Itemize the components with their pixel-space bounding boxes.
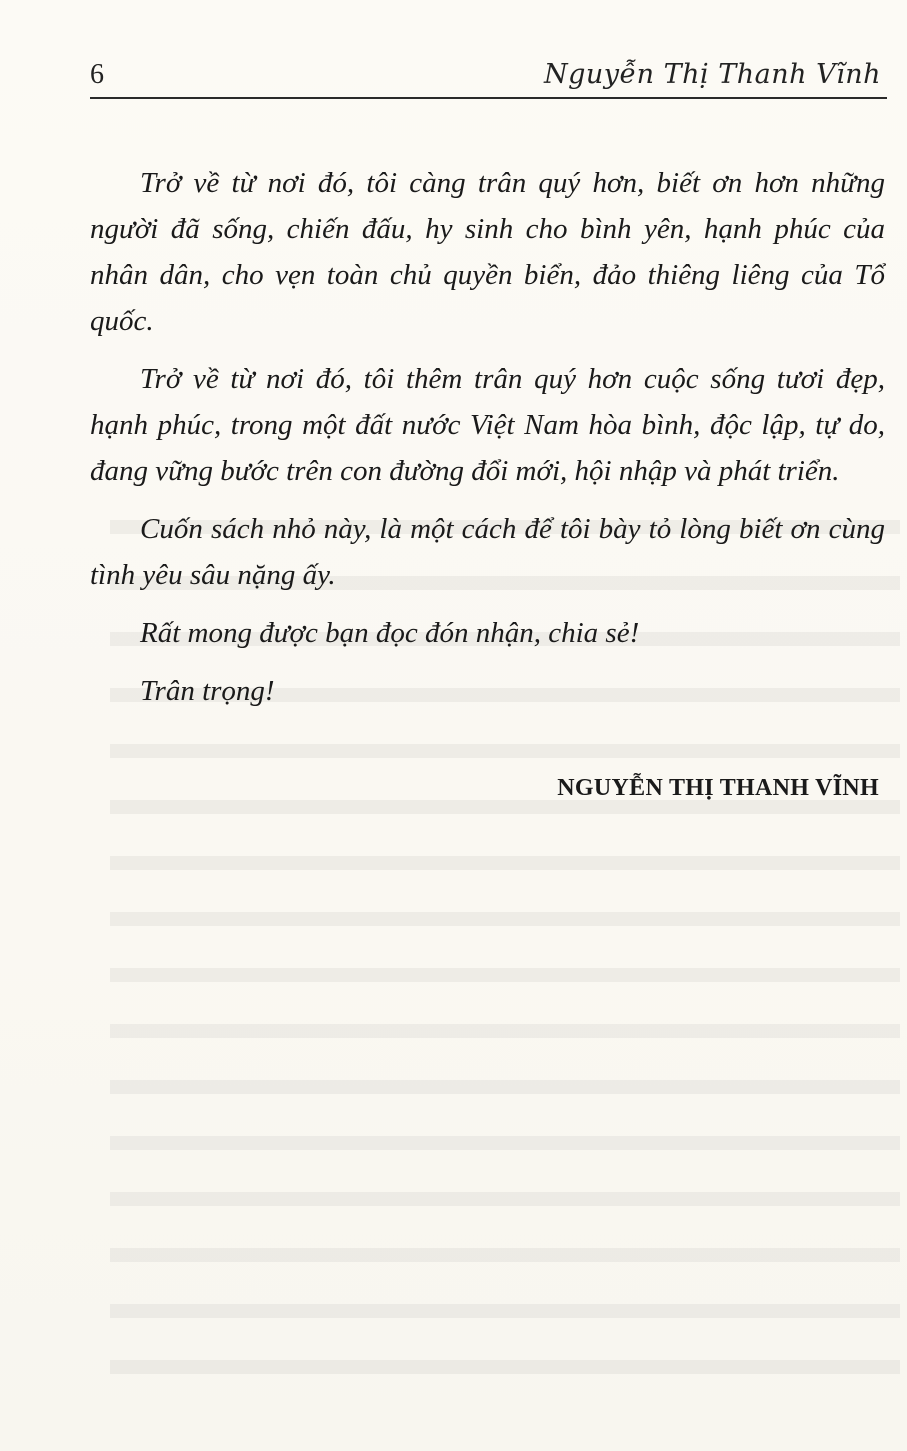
author-signature: NGUYỄN THỊ THANH VĨNH	[557, 775, 879, 801]
body-text	[90, 160, 885, 726]
paragraph: Rất mong được bạn đọc đón nhận, chia sẻ!	[140, 617, 640, 649]
paragraph: Trở về từ nơi đó, tôi thêm trân quý hơn cuộc sống tươi đẹp, hạnh phúc, trong một đất nước Việt Nam hòa bình, độc lập, tự do, đang vững bước trên con đường đổi mới, hội nhập và phát triển.	[90, 363, 885, 487]
running-head-author: Nguyễn Thị Thanh Vĩnh	[543, 59, 881, 90]
header-rule	[90, 97, 887, 99]
paragraph: Trân trọng!	[140, 675, 275, 707]
paragraph: Cuốn sách nhỏ này, là một cách để tôi bày tỏ lòng biết ơn cùng tình yêu sâu nặng ấy.	[90, 513, 885, 591]
page-number: 6	[90, 59, 104, 90]
page-header	[90, 58, 887, 98]
paragraph: Trở về từ nơi đó, tôi càng trân quý hơn, biết ơn hơn những người đã sống, chiến đấu, hy sinh cho bình yên, hạnh phúc của nhân dân, cho vẹn toàn chủ quyền biển, đảo thiêng liêng của Tổ quốc.	[90, 167, 885, 337]
